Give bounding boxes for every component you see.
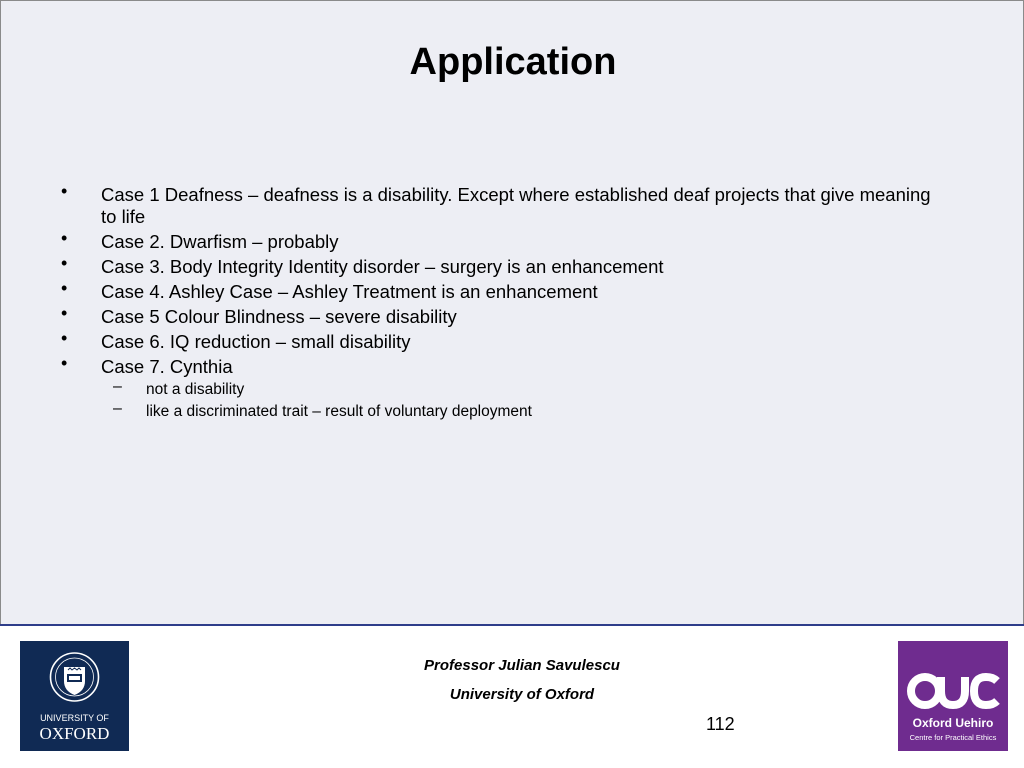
- dash-icon: –: [113, 378, 122, 395]
- bullet-text: Case 3. Body Integrity Identity disorder – surgery is an enhancement: [101, 255, 664, 277]
- dash-icon: –: [113, 400, 122, 417]
- sub-bullet-text: like a discriminated trait – result of voluntary deployment: [146, 403, 532, 420]
- bullet-item: [61, 252, 941, 278]
- bullet-item: [61, 352, 941, 424]
- bullet-item: [61, 181, 941, 227]
- bullet-item: [61, 327, 941, 353]
- bullet-dot-icon: •: [61, 352, 68, 373]
- bullet-item: [61, 277, 941, 303]
- bullet-dot-icon: •: [61, 252, 68, 273]
- logo-text-oxford-uehiro: Oxford Uehiro: [912, 716, 994, 730]
- bullet-dot-icon: •: [61, 327, 68, 348]
- page-number: 112: [706, 714, 735, 734]
- bullet-text: Case 4. Ashley Case – Ashley Treatment is an enhancement: [101, 280, 598, 302]
- bullet-item: [61, 227, 941, 253]
- bullet-text: Case 5 Colour Blindness – severe disability: [101, 305, 457, 327]
- oxford-crest-icon: [20, 641, 129, 751]
- sub-bullet-text: not a disability: [146, 381, 245, 398]
- oxford-uehiro-logo: [898, 641, 1008, 751]
- bullet-text: Case 6. IQ reduction – small disability: [101, 330, 411, 352]
- bullet-text: Case 2. Dwarfism – probably: [101, 230, 339, 252]
- presenter-institution: University of Oxford: [449, 686, 595, 703]
- sub-bullet-list: [101, 379, 941, 423]
- logo-text-centre: Centre for Practical Ethics: [909, 733, 997, 742]
- bullet-dot-icon: •: [61, 227, 68, 248]
- uehiro-mark-icon: [898, 641, 1008, 751]
- sub-bullet-item: [101, 379, 941, 401]
- bullet-text: Case 7. Cynthia: [101, 355, 233, 377]
- bullet-text: Case 1 Deafness – deafness is a disability. Except where established deaf projects that give meaning to life: [101, 184, 931, 227]
- logo-text-university-of: UNIVERSITY OF: [40, 713, 109, 723]
- university-of-oxford-logo: [20, 641, 129, 751]
- bullet-dot-icon: •: [61, 302, 68, 323]
- bullet-dot-icon: •: [61, 277, 68, 298]
- bullet-list: [61, 181, 941, 427]
- bullet-dot-icon: •: [61, 181, 68, 201]
- bullet-item: [61, 302, 941, 328]
- logo-text-oxford: OXFORD: [39, 724, 110, 743]
- sub-bullet-item: [101, 401, 941, 423]
- presenter-name: Professor Julian Savulescu: [424, 657, 620, 674]
- footer-divider: [0, 624, 1024, 626]
- slide-title: Application: [409, 41, 617, 83]
